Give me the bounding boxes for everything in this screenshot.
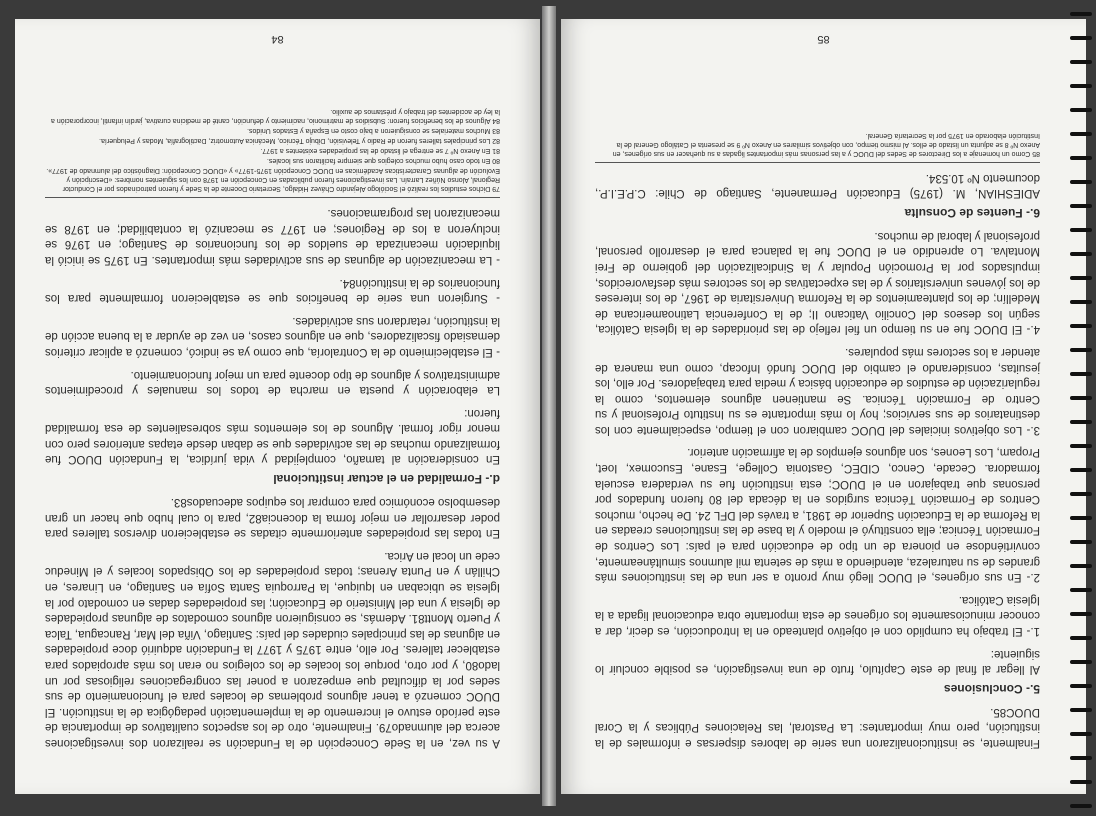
footnote: 83 Muchos materiales se consiguieron a bajo costo en España y Estados Unidos. [247,126,500,134]
coil-ring [1070,468,1092,472]
footnote: 81 En Anexo Nº 7 se entrega el listado de las propiedades existentes a 1977. [260,146,500,154]
coil-ring [1070,588,1092,592]
coil-ring [1070,564,1092,568]
coil-ring [1070,684,1092,688]
coil-ring [1070,372,1092,376]
reference-entry: ADIESHIAN, M. (1975) Educación Permanente, Santiago de Chile: C.P.E.I.P., documento Nº 10.534. [595,171,1040,200]
coil-ring [1070,396,1092,400]
coil-ring [1070,804,1092,808]
footnote: 79 Dichos estudios los realizó el Sociólogo Alejandro Chávez Hidalgo, Secretario Docente de la Sede y fueron patrocinados por el Conductor Regional, Alonso Núñez Larraín. Las investigaciones fueron publicadas en Concepción en 1978 con los siguientes nombres: «Descripción y Evolución de algunas Características Académicas en DUOC Concepción 1975-1977» y «DUOC Concepción: Diagnóstico del alumnado de 1977». [46,166,500,192]
coil-ring [1070,156,1092,160]
footnote: 84 Algunos de los beneficios fueron: Subsidios de matrimonio, nacimiento y defunción, canté de medicina curativa, jardín infantil, incorporación a la ley de accidentes del trabajo y préstamos de auxilio. [50,107,500,124]
page-number: 85 [817,33,830,45]
coil-ring [1070,132,1092,136]
coil-ring [1070,636,1092,640]
paragraph: 3.- Los objetivos iniciales del DUOC cambiaron con el tiempo, especialmente con los destinatarios de sus servicios; hoy lo más importante es su Instituto Profesional y su Centro de Formación Técnica. Se mantienen algunos elementos, como la regularización de estudios de educación básica y media para trabajadores. Por ello, los jesuitas, considerando el cambio del DUOC fundó Infocap, como una manera de atender a los sectores más populares. [595,345,1040,436]
paragraph: 2.- En sus orígenes, el DUOC llegó muy pronto a ser una de las instituciones más grandes de su naturaleza, atendiendo a más de setenta mil alumnos simultáneamente, convirtiéndose en pionera de un tipo de educación para el país: Los Centros de Formación Técnica; ella constituyó el modelo y la base de las instituciones creadas en la Reforma de la Educación Superior de 1981, a través del DFL 24. De hecho, muchos Centros de Formación Técnica surgidos en la década del 80 fueron fundados por personas que trabajaron en el DUOC; esta institución fue su verdadera escuela formadora. Cecade, Cenco, CIDEC, Gastonia College, Esane, Esucomex, Ioet, Propam, Los Leones, son algunos ejemplos de la afirmación anterior. [595,446,1040,584]
coil-ring [1070,516,1092,520]
coil-ring [1070,60,1092,64]
paragraph: Finalmente, se institucionalizaron una serie de labores dispersas e informales de la institución, pero muy importantes: La Pastoral, las Relaciones Públicas y la Coral DUOC85. [595,705,1040,749]
coil-ring [1070,660,1092,664]
paragraph: - El establecimiento de la Contraloría, que como ya se indicó, comenzó a aplicar criterios demasiado fiscalizadores, que en algunos casos, en vez de ayudar a la buena acción de la institución, retardaron sus actividades. [45,314,500,358]
section-heading-conclusiones: 5.- Conclusiones [943,682,1040,697]
coil-ring [1070,420,1092,424]
section-heading-formalidad: d.- Formalidad en el actuar institucional [273,472,500,487]
coil-ring [1070,492,1092,496]
paragraph: La elaboración y puesta en marcha de todos los manuales y procedimientos administrativos y algunos de tipo docente para un mejor funcionamiento. [45,368,500,397]
section-heading-fuentes: 6.- Fuentes de Consulta [904,206,1040,221]
coil-ring [1070,276,1092,280]
page-number: 84 [271,33,284,45]
coil-ring [1070,780,1092,784]
binding-gutter [542,6,556,806]
coil-ring [1070,348,1092,352]
coil-ring [1070,204,1092,208]
footnote: 80 En todo caso hubo muchos colegios que siempre facilitaron sus locales. [266,156,500,164]
paragraph: - La mecanización de algunas de sus actividades más importantes. En 1975 se inició la liquidación mecanizada de sueldos de los funcionarios de Santiago; en 1976 se incluyeron a los de Regiones; en 1977 se mecanizó la contabilidad; en 1978 se mecanizaron las programaciones. [45,207,500,266]
coil-ring [1070,180,1092,184]
coil-ring [1070,84,1092,88]
footnote: 82 Los principales talleres fueron de Radio y Televisión, Dibujo Técnico, Mecánica Automotriz, Dactilografía, Modas y Peluquería. [99,136,500,144]
coil-ring [1070,300,1092,304]
paragraph: Al llegar al final de este Capítulo, fruto de una investigación, es posible concluir lo siguiente: [595,647,1040,676]
paragraph: En consideración al tamaño, complejidad y vida jurídica, la Fundación DUOC fue formalizando muchas de las actividades que se daban desde etapas anteriores pero con menor rigor formal. Algunos de los elementos más sobresalientes de esa formalidad fueron: [45,406,500,466]
footnotes [595,131,1040,163]
paragraph: A su vez, en la Sede Concepción de la Fundación se realizaron dos investigaciones acerca del alumnado79. Finalmente, otro de los aspectos cualitativos de importancia de este período estuvo el incremento de la implementación pedagógica de la institución. El DUOC comenzó a tener algunos problemas de locales para el funcionamiento de sus sedes por la dificultad que empezaron a poner las congregaciones religiosas por un lado80, y por otro, porque los locales de los colegios no eran los más apropiados para establecer talleres. Por ello, entre 1975 y 1977 la Fundación adquirió doce propiedades en algunas de las principales ciudades del país: Santiago, Viña del Mar, Rancagua, Talca y Puerto Montt81. Además, se consiguieron algunos comodatos de algunas propiedades de Iglesia y una del Ministerio de Educación; las propiedades dadas en comodato por la Iglesia se ubicaban en Iquique, la Parroquia Santa Sofía en Santiago, en Linares, en Chillán y en Punta Arenas; todas propiedades de los Obispados locales y el Mineduc cede un local en Arica. [45,549,500,749]
coil-ring [1070,252,1092,256]
paragraph: En todas las propiedades anteriormente citadas se establecieron diversos talleres para poder desarrollar en mejor forma la docencia82, para lo cual hubo que hacer un gran desembolso económico para comprar los equipos adecuados83. [45,496,500,540]
coil-ring [1070,324,1092,328]
coil-ring [1070,12,1092,16]
coil-ring [1070,708,1092,712]
spiral-binding [1070,0,1096,816]
coil-ring [1070,108,1092,112]
coil-ring [1070,612,1092,616]
page-85 [561,19,1086,794]
coil-ring [1070,540,1092,544]
paragraph: 4.- El DUOC fue en su tiempo un fiel reflejo de las prioridades de la Iglesia Católica, según los deseos del Concilio Vaticano II; de la Conferencia Latinoamericana de Medellín; de los planteamientos de la Reforma Universitaria de 1967, de los intereses de los jóvenes universitarios y de las expectativas de los sectores más desfavorecidos, impulsados por la Promoción Popular y la Sindicalización del gobierno de Frei Montalva. Lo aprendido en el DUOC fue la palanca para el desarrollo personal, profesional y laboral de muchos. [595,229,1040,336]
footnotes [45,107,500,198]
paragraph: 1.- El trabajo ha cumplido con el objetivo planteado en la Introducción, es decir, dar a conocer minuciosamente los orígenes de esta importante obra educacional ligada a la Iglesia Católica. [595,593,1040,638]
paragraph: - Surgieron una serie de beneficios que se establecieron formalmente para los funcionarios de la institución84. [45,276,500,305]
coil-ring [1070,36,1092,40]
coil-ring [1070,756,1092,760]
footnote: 85 Como un homenaje a los Directores de Sedes del DUOC y a las personas más importantes ligadas a su quehacer en sus orígenes, en Anexo Nº 8 se adjunta un listado de ellos. Al mismo tiempo, con objetivos similares en Anexo Nº 9 se presenta el Catálogo General de la Institución elaborado en 1975 por la Secretaría General. [612,132,1040,157]
coil-ring [1070,444,1092,448]
page-84 [15,19,540,794]
coil-ring [1070,228,1092,232]
coil-ring [1070,732,1092,736]
